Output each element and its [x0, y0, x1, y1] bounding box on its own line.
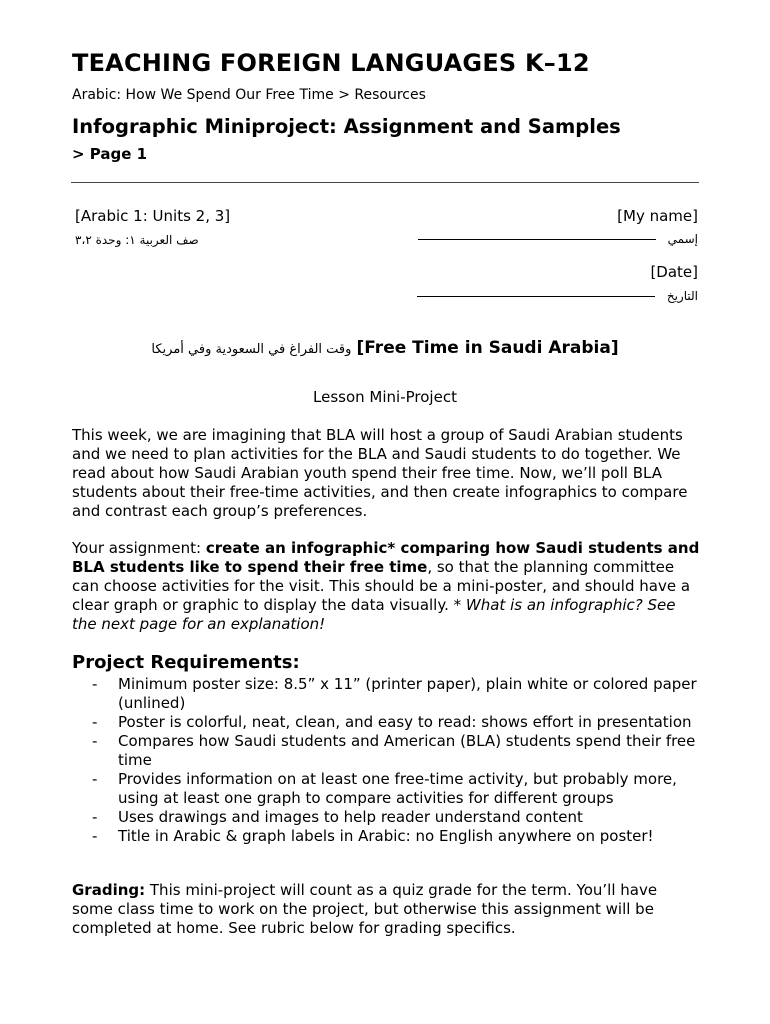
intro-paragraph: This week, we are imagining that BLA will host a group of Saudi Arabian students and we need to plan activities for the BLA and Saudi students to do together. We read about how Saudi Arabian youth spend their free time. Now, we’ll poll BLA students about their free-time activities, and then create infographics to compare and contrast each group’s preferences.: [72, 426, 688, 520]
grading-paragraph: [72, 881, 702, 938]
date-label: [Date]: [650, 263, 698, 281]
document-title-english: [Free Time in Saudi Arabia]: [356, 338, 619, 358]
class-label: [Arabic 1: Units 2, 3]: [75, 207, 231, 225]
grading-label: Grading:: [72, 881, 146, 899]
assignment-bold: create an infographic* comparing how Saudi students and BLA students like to spend their free time: [72, 539, 700, 576]
breadcrumb-link-resources[interactable]: Resources: [354, 87, 426, 103]
assignment-note: * What is an infographic? See the next page for an explanation!: [72, 596, 676, 633]
list-item: - Compares how Saudi students and American (BLA) students spend their free time: [92, 732, 702, 770]
name-label: [My name]: [617, 207, 698, 225]
page-number: > Page 1: [72, 145, 148, 163]
document-title-arabic: وقت الفراغ في السعودية وفي أمريكا: [151, 342, 352, 357]
requirements-heading: Project Requirements:: [72, 652, 300, 673]
list-item: - Minimum poster size: 8.5” x 11” (printer paper), plain white or colored paper (unlined): [92, 675, 702, 713]
name-field: [412, 232, 698, 246]
list-item: - Title in Arabic & graph labels in Arabic: no English anywhere on poster!: [92, 827, 702, 846]
breadcrumb-link-parent[interactable]: Arabic: How We Spend Our Free Time: [72, 87, 334, 103]
class-label-arabic: صف العربية ١: وحدة ٣،٢: [75, 233, 199, 247]
name-label-arabic: إسمي: [667, 232, 698, 246]
document-subtitle: Lesson Mini-Project: [313, 388, 457, 406]
assignment-rest: , so that the planning committee can choose activities for the visit. This should be a mini-poster, and should have a clear graph or graphic to display the data visually.: [72, 558, 691, 614]
date-label-arabic: التاريخ: [666, 289, 698, 303]
page-title: [72, 114, 632, 167]
list-item: - Poster is colorful, neat, clean, and easy to read: shows effort in presentation: [92, 713, 702, 732]
breadcrumb-separator: >: [338, 87, 350, 103]
site-title: TEACHING FOREIGN LANGUAGES K–12: [72, 49, 590, 77]
date-blank-line: [417, 296, 655, 297]
breadcrumb: [72, 87, 426, 103]
grading-text: This mini-project will count as a quiz grade for the term. You’ll have some class time to work on the project, but otherwise this assignment will be completed at home. See rubric below for grading specifics.: [72, 881, 658, 937]
document-title: [0, 338, 770, 358]
assignment-paragraph: [72, 539, 702, 634]
list-item: - Uses drawings and images to help reader understand content: [92, 808, 702, 827]
date-field: [411, 289, 698, 303]
assignment-prefix: Your assignment:: [72, 539, 206, 557]
requirements-list: [92, 675, 702, 846]
page-title-text: Infographic Miniproject: Assignment and Samples: [72, 115, 621, 138]
name-blank-line: [418, 239, 656, 240]
divider: [71, 182, 699, 183]
list-item: - Provides information on at least one free-time activity, but probably more, using at least one graph to compare activities for different groups: [92, 770, 702, 808]
